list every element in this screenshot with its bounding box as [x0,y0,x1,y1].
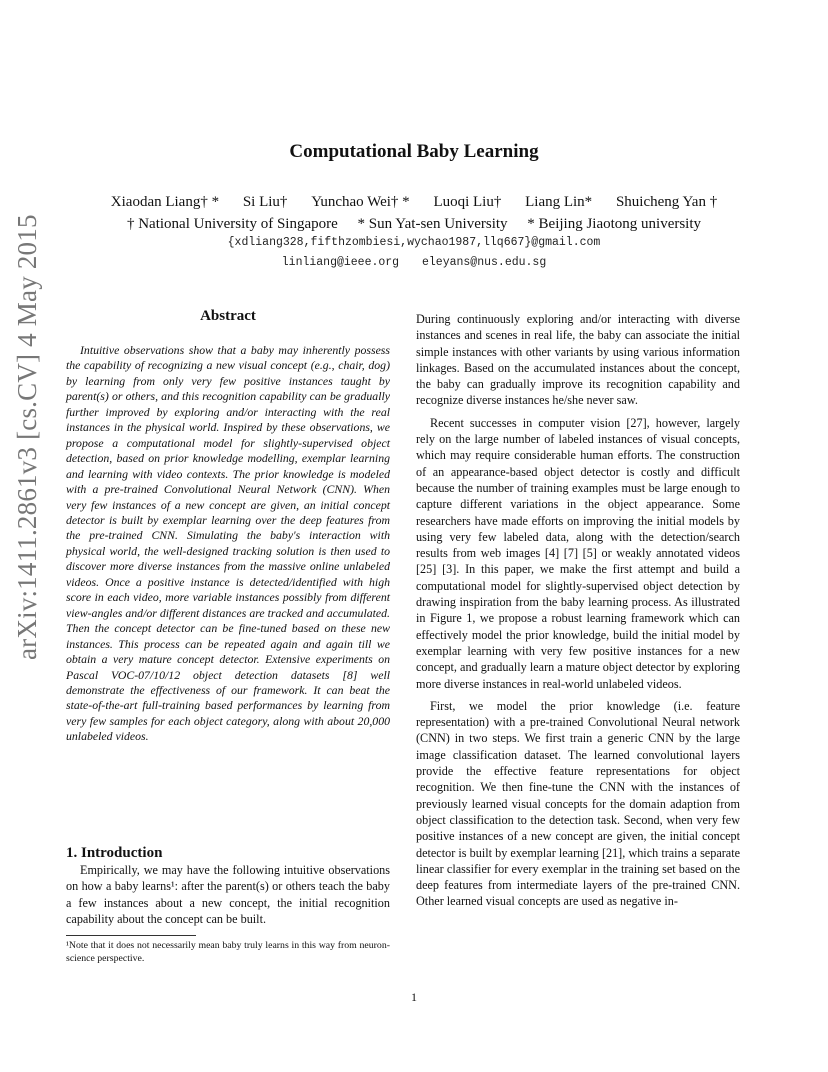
intro-body [66,862,390,928]
footnote: ¹Note that it does not necessarily mean baby truly learns in this way from neuron-science perspective. [66,940,390,965]
email: linliang@ieee.org [281,256,400,269]
author: Yunchao Wei† * [311,194,410,210]
abstract-text: Intuitive observations show that a baby may inherently possess the capability of recognizing a new visual concept (e.g., chair, dog) by learning from only very few positive instances taught by parent(s) or others, and this recognition capability can be gradually further improved by exploring and/or interacting with the real instances in the physical world. Inspired by these observations, we propose a computational model for slightly-supervised object detection, based on prior knowledge modelling, exemplar learning and learning with video contexts. The prior knowledge is modeled with a pre-trained Convolutional Neural Network (CNN). When very few instances of a new concept are given, an initial concept detector is built by exemplar learning over the deep features from the pre-trained CNN. Simulating the baby's interaction with physical world, the well-designed tracking solution is then used to discover more diverse instances from the massive online unlabeled videos. Once a positive instance is detected/identified with high score in each video, more variable instances possibly from different view-angles and/or different distances are tracked and accumulated. Then the concept detector can be fine-tuned based on these new instances. This process can be repeated again and again till we obtain a very mature concept detector. Extensive experiments on Pascal VOC-07/10/12 object detection datasets [8] well demonstrate the effectiveness of our framework. It can beat the state-of-the-art full-training based performances by learning from very few samples for each object category, along with about 20,000 unlabeled videos. [66,343,390,744]
right-column [416,311,740,916]
author: Shuicheng Yan † [615,194,718,210]
abstract-heading: Abstract [200,308,256,324]
paragraph: First, we model the prior knowledge (i.e. feature representation) with a pre-trained Convolutional Neural network (CNN) in two steps. We first train a generic CNN by the large image classification dataset. The learned convolutional layers provide the effective feature representations for object recognition. We then fine-tune the CNN with the instances of previously learned visual concepts for the domain adaption from object classification to the detection task. Second, when very few positive instances of a new concept are given, the initial concept detector is built by exemplar learning [21], which trains a separate linear classifier for every exemplar in the training set based on the deep features from intermediate layers of the pre-trained CNN. Other learned visual concepts are used as negative in- [416,698,740,909]
arxiv-identifier: arXiv:1411.2861v3 [cs.CV] 4 May 2015 [12,214,42,660]
author: Liang Lin* [525,194,593,210]
author-list [0,192,828,212]
author: Luoqi Liu† [433,194,502,210]
email-line-2 [0,256,828,269]
paragraph: Recent successes in computer vision [27], however, largely rely on the large number of labeled instances of visual concepts, which may require considerable human efforts. The construction of an appearance-based object detector is costly and difficult because the number of training examples must be large enough to capture different variations in the object appearance. Some researchers have made efforts on improving the initial models by using very few labeled data, along with the detection/search results from web images [4] [7] [5] or weakly annotated videos [25] [3]. In this paper, we make the first attempt and build a computational model for slightly-supervised object detection by drawing inspiration from the baby learning process. As illustrated in Figure 1, we propose a robust learning framework which can effectively model the prior knowledge, build the initial model by exemplar learning with very few positive instances for a new concept, and gradually learn a mature object detector by exploring more diverse instances in real-world unlabeled videos. [416,415,740,691]
page-number: 1 [411,990,417,1004]
affiliation: * Beijing Jiaotong university [527,216,702,232]
footnote-rule [66,935,196,936]
intro-text: Empirically, we may have the following intuitive observations on how a baby learns¹: after the parent(s) or others teach the baby a few instances about a new concept, the initial recognition capability about the concept can be built. [66,863,390,927]
author: Xiaodan Liang† * [110,194,220,210]
affiliation: † National University of Singapore [126,216,338,232]
affiliation: * Sun Yat-sen University [357,216,508,232]
affiliation-list [0,214,828,234]
email: eleyans@nus.edu.sg [422,256,547,269]
author: Si Liu† [242,194,288,210]
email-line-1: {xdliang328,fifthzombiesi,wychao1987,llq667}@gmail.com [227,236,601,249]
paper-title: Computational Baby Learning [289,141,539,162]
abstract-body [66,343,390,745]
section-heading: 1. Introduction [66,845,163,861]
paragraph: During continuously exploring and/or interacting with diverse instances and scenes in real life, the baby can associate the initial simple instances with other variants by using various information linkages. Based on the accumulated instances about the concept, the baby can gradually improve its recognition capability and recognize diverse instances he/she never saw. [416,312,740,408]
